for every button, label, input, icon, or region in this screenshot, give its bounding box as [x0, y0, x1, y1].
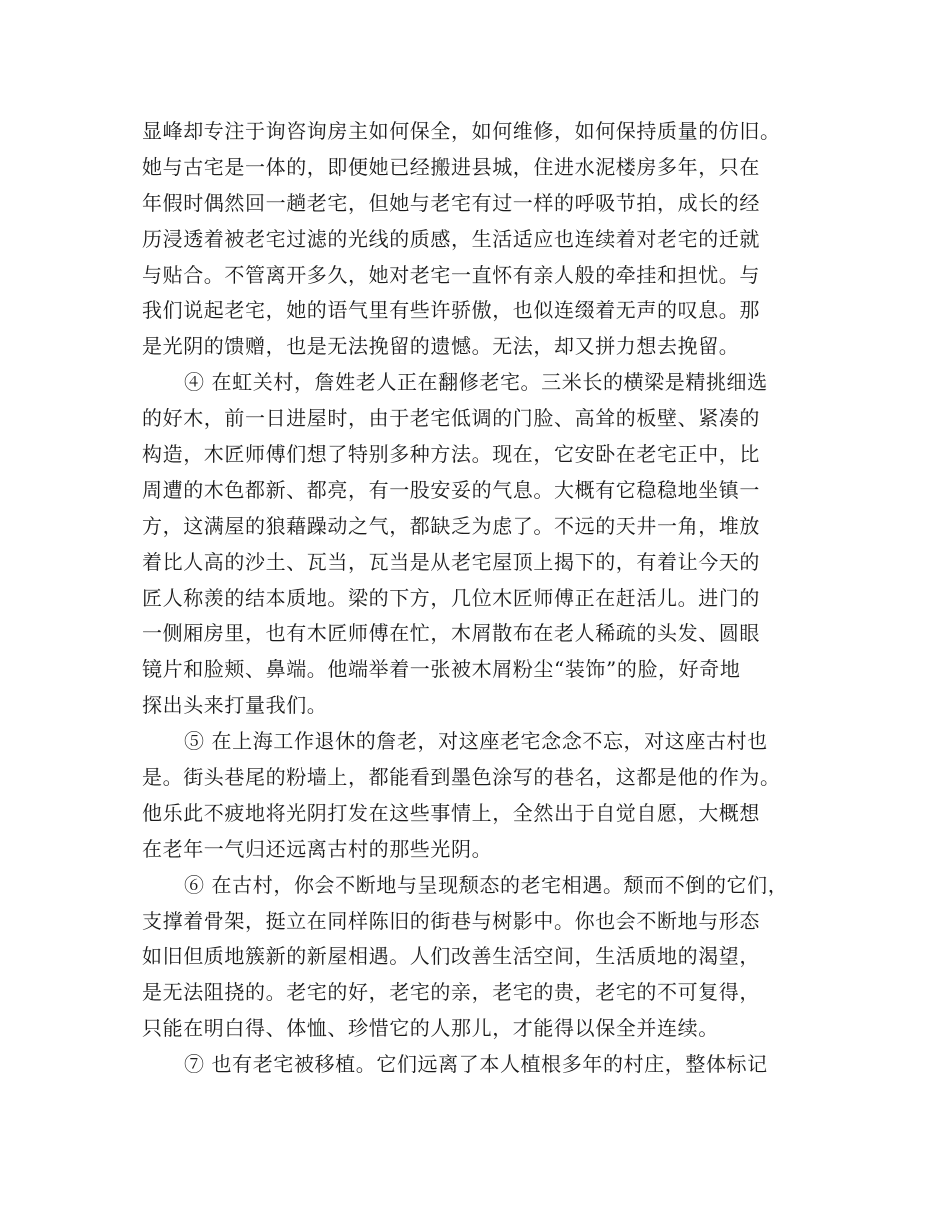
text-line: 如旧但质地簇新的新屋相遇。人们改善生活空间，生活质地的渴望， — [142, 944, 760, 969]
text-line: 方，这满屋的狼藉躁动之气，都缺乏为虑了。不远的天井一角，堆放 — [142, 513, 760, 538]
text-line: ④ 在虹关村，詹姓老人正在翻修老宅。三米长的横梁是精挑细选 — [184, 370, 768, 395]
text-line: 支撑着骨架，挺立在同样陈旧的街巷与树影中。你也会不断地与形态 — [142, 908, 760, 933]
text-line: 显峰却专注于询咨询房主如何保全，如何维修，如何保持质量的仿旧。 — [142, 119, 781, 143]
text-line: 是无法阻挠的。老宅的好，老宅的亲，老宅的贵，老宅的不可复得， — [142, 980, 760, 1005]
text-line: 匠人称羡的结本质地。梁的下方，几位木匠师傅正在赶活儿。进门的 — [142, 585, 760, 610]
text-line: 一侧厢房里，也有木匠师傅在忙，木屑散布在老人稀疏的头发、圆眼 — [142, 621, 760, 646]
text-line: 与贴合。不管离开多久，她对老宅一直怀有亲人般的牵挂和担忧。与 — [142, 262, 760, 287]
text-line: ⑤ 在上海工作退休的詹老，对这座老宅念念不忘，对这座古村也 — [184, 729, 768, 754]
text-line: 她与古宅是一体的，即便她已经搬进县城，住进水泥楼房多年，只在 — [142, 154, 760, 179]
text-line: 是光阴的馈赠，也是无法挽留的遗憾。无法，却又拼力想去挽留。 — [142, 334, 740, 359]
text-line: 周遭的木色都新、都亮，有一股安妥的气息。大概有它稳稳地坐镇一 — [142, 477, 760, 502]
text-line: ⑦ 也有老宅被移植。它们远离了本人植根多年的村庄，整体标记 — [184, 1052, 768, 1077]
text-line: 年假时偶然回一趟老宅，但她与老宅有过一样的呼吸节拍，成长的经 — [142, 190, 760, 215]
text-line: 探出头来打量我们。 — [142, 693, 328, 718]
text-line: 是。街头巷尾的粉墙上，都能看到墨色涂写的巷名，这都是他的作为。 — [142, 765, 781, 790]
text-line: 他乐此不疲地将光阴打发在这些事情上，全然出于自觉自愿，大概想 — [142, 800, 760, 825]
text-line: 历浸透着被老宅过滤的光线的质感，生活适应也连续着对老宅的迁就 — [142, 226, 760, 251]
text-line: 的好木，前一日进屋时，由于老宅低调的门脸、高耸的板壁、紧凑的 — [142, 406, 760, 431]
text-line: 镜片和脸颊、鼻端。他端举着一张被木屑粉尘“装饰”的脸，好奇地 — [142, 657, 741, 682]
text-line: 构造，木匠师傅们想了特别多种方法。现在，它安卧在老宅正中，比 — [142, 442, 760, 467]
text-line: 着比人高的沙土、瓦当，瓦当是从老宅屋顶上揭下的，有着让今天的 — [142, 549, 760, 574]
text-line: 我们说起老宅，她的语气里有些许骄傲，也似连缀着无声的叹息。那 — [142, 298, 760, 323]
body-text — [142, 114, 842, 1083]
text-line: ⑥ 在古村，你会不断地与呈现颓态的老宅相遇。颓而不倒的它们， — [184, 872, 789, 897]
text-line: 只能在明白得、体恤、珍惜它的人那儿，才能得以保全并连续。 — [142, 1016, 719, 1041]
text-line: 在老年一气归还远离古村的那些光阴。 — [142, 836, 493, 861]
